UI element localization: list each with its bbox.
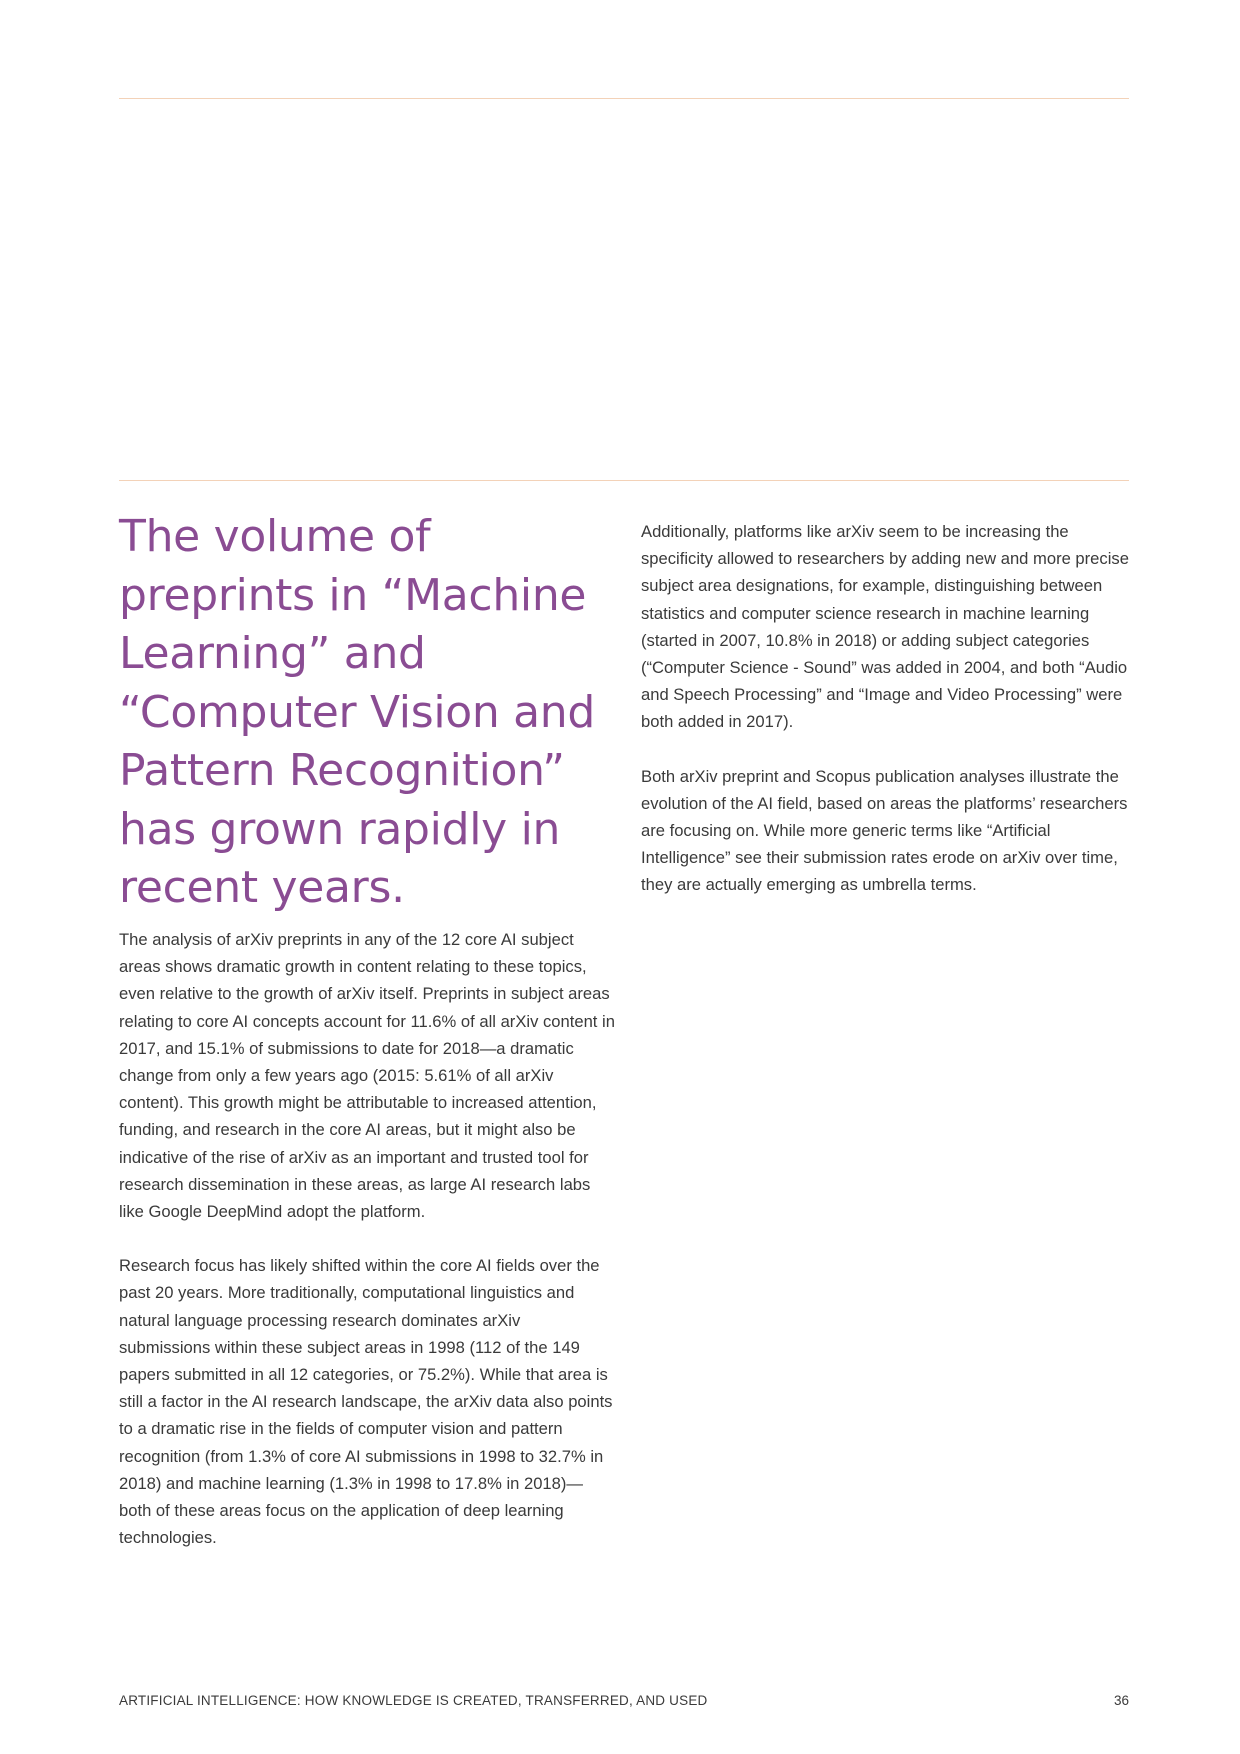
- page-number: 36: [1113, 1693, 1129, 1708]
- footer-title: ARTIFICIAL INTELLIGENCE: HOW KNOWLEDGE IS CREATED, TRANSFERRED, AND USED: [119, 1693, 708, 1708]
- paragraph-field-evolution: Both arXiv preprint and Scopus publication analyses illustrate the evolution of the AI field, based on areas the platforms’ researchers are focusing on. While more generic terms like “Artificial Intelligence” see their submission rates erode on arXiv over time, they are actually emerging as umbrella terms.: [641, 766, 1128, 895]
- paragraph-research-focus: Research focus has likely shifted within the core AI fields over the past 20 years. More traditionally, computational linguistics and natural language processing research dominates arXiv submissions within these subject areas in 1998 (112 of the 149 papers submitted in all 12 categories, or 75.2%). While that area is still a factor in the AI research landscape, the arXiv data also points to a dramatic rise in the fields of computer vision and pattern recognition (from 1.3% of core AI submissions in 1998 to 32.7% in 2018) and machine learning (1.3% in 1998 to 17.8% in 2018)—both of these areas focus on the application of deep learning technologies.: [119, 1256, 613, 1548]
- top-divider: [119, 98, 1129, 99]
- paragraph-subject-specificity: Additionally, platforms like arXiv seem to be increasing the specificity allowed to researchers by adding new and more precise subject area designations, for example, distinguishing between statistics and computer science research in machine learning (started in 2007, 10.8% in 2018) or adding subject categories (“Computer Science - Sound” was added in 2004, and both “Audio and Speech Processing” and “Image and Video Processing” were both added in 2017).: [641, 522, 1129, 732]
- page-footer: [119, 1693, 1129, 1713]
- paragraph-arxiv-growth: The analysis of arXiv preprints in any of the 12 core AI subject areas shows dramatic growth in content relating to these topics, even relative to the growth of arXiv itself. Preprints in subject areas relating to core AI concepts account for 11.6% of all arXiv content in 2017, and 15.1% of submissions to date for 2018—a dramatic change from only a few years ago (2015: 5.61% of all arXiv content). This growth might be attributable to increased attention, funding, and research in the core AI areas, but it might also be indicative of the rise of arXiv as an important and trusted tool for research dissemination in these areas, as large AI research labs like Google DeepMind adopt the platform.: [119, 930, 615, 1222]
- pull-quote: The volume of preprints in “Machine Learning” and “Computer Vision and Pattern Recognition” has grown rapidly in recent years.: [119, 511, 596, 913]
- left-column: [119, 926, 615, 1578]
- section-divider: [119, 480, 1129, 481]
- right-column: [641, 518, 1131, 926]
